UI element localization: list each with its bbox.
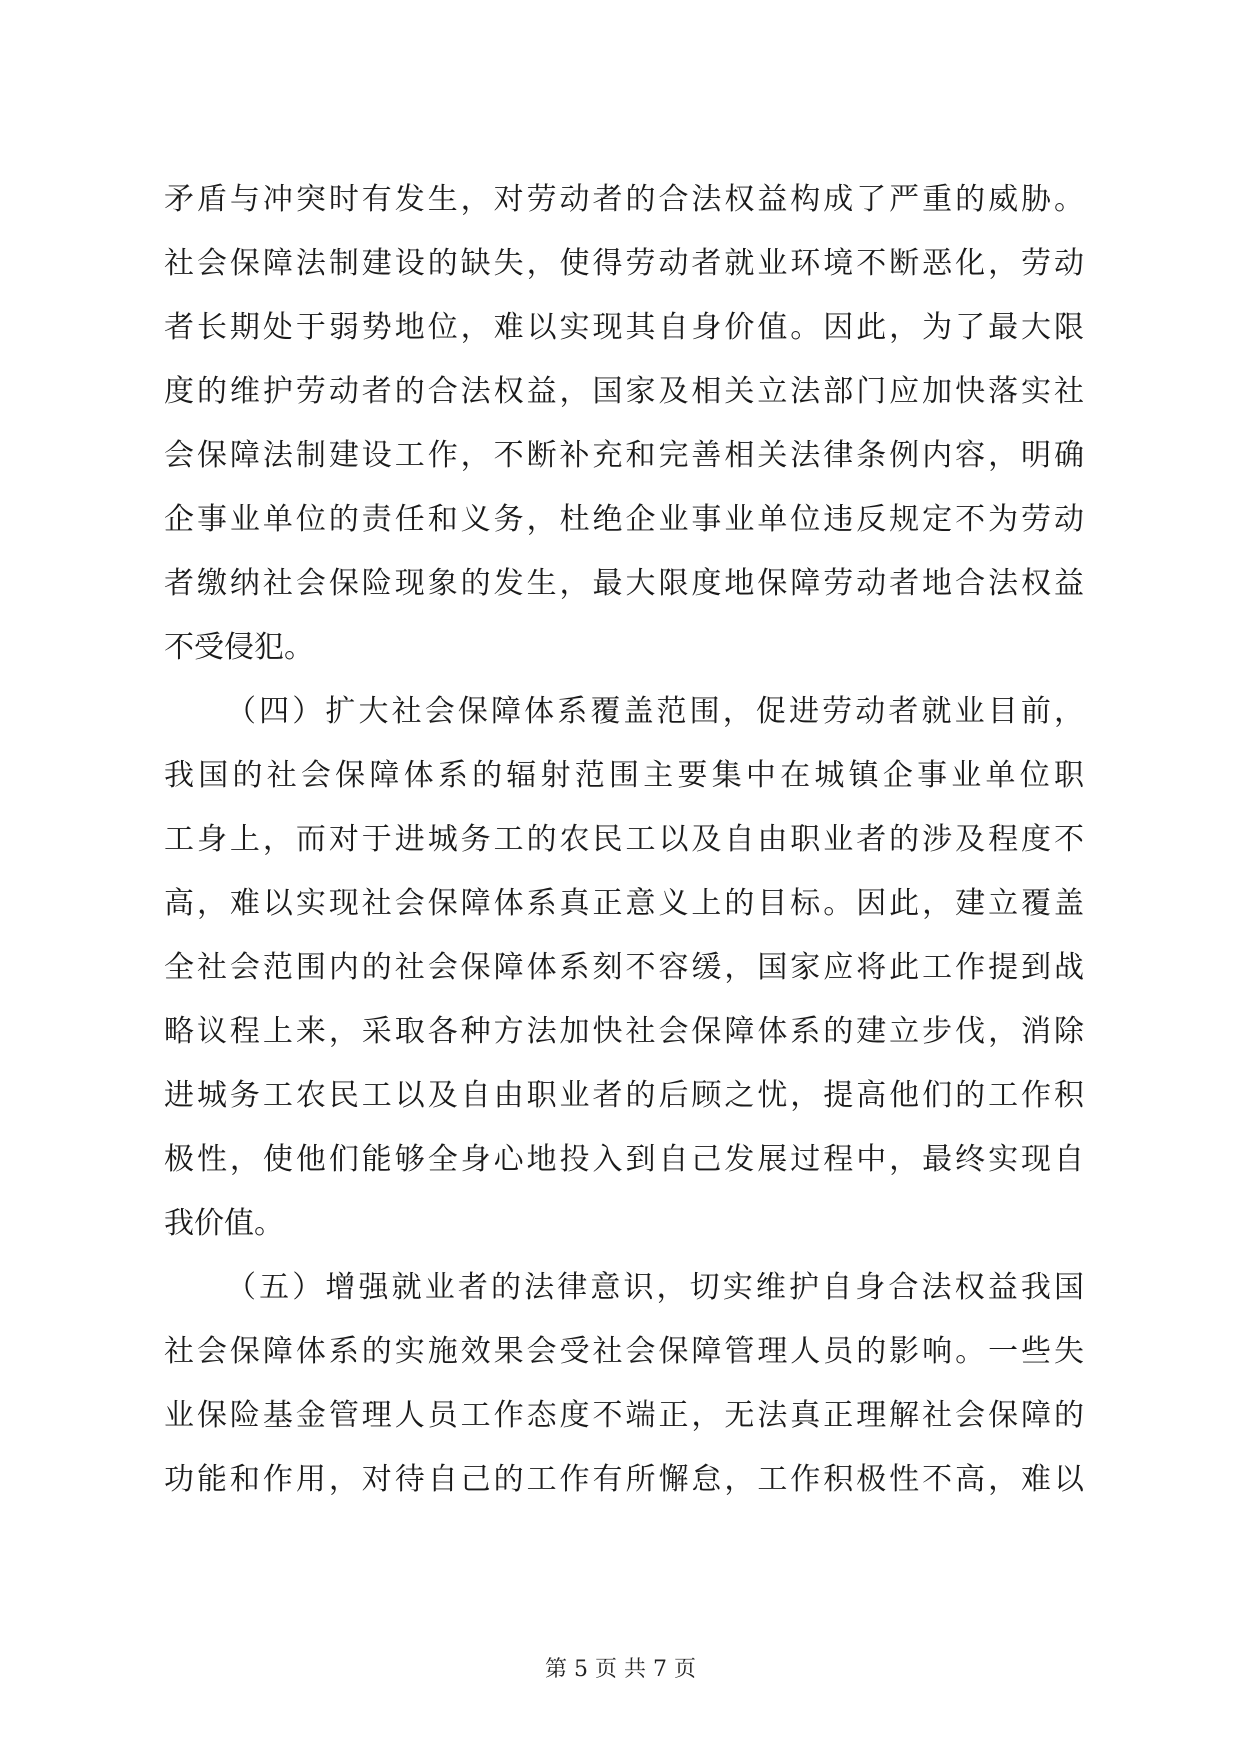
text-line: 极性，使他们能够全身心地投入到自己发展过程中，最终实现自 [164, 1142, 1084, 1177]
text-line: 工身上，而对于进城务工的农民工以及自由职业者的涉及程度不 [164, 822, 1084, 857]
text-line: 进城务工农民工以及自由职业者的后顾之忧，提高他们的工作积 [164, 1078, 1084, 1113]
section-heading-line: （四）扩大社会保障体系覆盖范围，促进劳动者就业目前， [226, 694, 1084, 729]
text-line: 我国的社会保障体系的辐射范围主要集中在城镇企事业单位职 [164, 758, 1084, 793]
text-line: 不受侵犯。 [164, 630, 314, 665]
text-line: 我价值。 [164, 1206, 284, 1241]
text-line: 功能和作用，对待自己的工作有所懈怠，工作积极性不高，难以 [164, 1462, 1084, 1497]
document-body [164, 168, 1084, 1512]
text-line: 企事业单位的责任和义务，杜绝企业事业单位违反规定不为劳动 [164, 502, 1084, 537]
section-heading-line: （五）增强就业者的法律意识，切实维护自身合法权益我国 [226, 1270, 1084, 1305]
text-line: 者长期处于弱势地位，难以实现其自身价值。因此，为了最大限 [164, 310, 1084, 345]
text-line: 略议程上来，采取各种方法加快社会保障体系的建立步伐，消除 [164, 1014, 1084, 1049]
text-line: 矛盾与冲突时有发生，对劳动者的合法权益构成了严重的威胁。 [164, 182, 1084, 217]
text-line: 全社会范围内的社会保障体系刻不容缓，国家应将此工作提到战 [164, 950, 1084, 985]
text-line: 业保险基金管理人员工作态度不端正，无法真正理解社会保障的 [164, 1398, 1084, 1433]
text-line: 社会保障体系的实施效果会受社会保障管理人员的影响。一些失 [164, 1334, 1084, 1369]
text-line: 者缴纳社会保险现象的发生，最大限度地保障劳动者地合法权益 [164, 566, 1084, 601]
text-line: 高，难以实现社会保障体系真正意义上的目标。因此，建立覆盖 [164, 886, 1084, 921]
text-line: 社会保障法制建设的缺失，使得劳动者就业环境不断恶化，劳动 [164, 246, 1084, 281]
text-line: 会保障法制建设工作，不断补充和完善相关法律条例内容，明确 [164, 438, 1084, 473]
text-line: 度的维护劳动者的合法权益，国家及相关立法部门应加快落实社 [164, 374, 1084, 409]
page-number: 第 5 页 共 7 页 [545, 1657, 696, 1682]
